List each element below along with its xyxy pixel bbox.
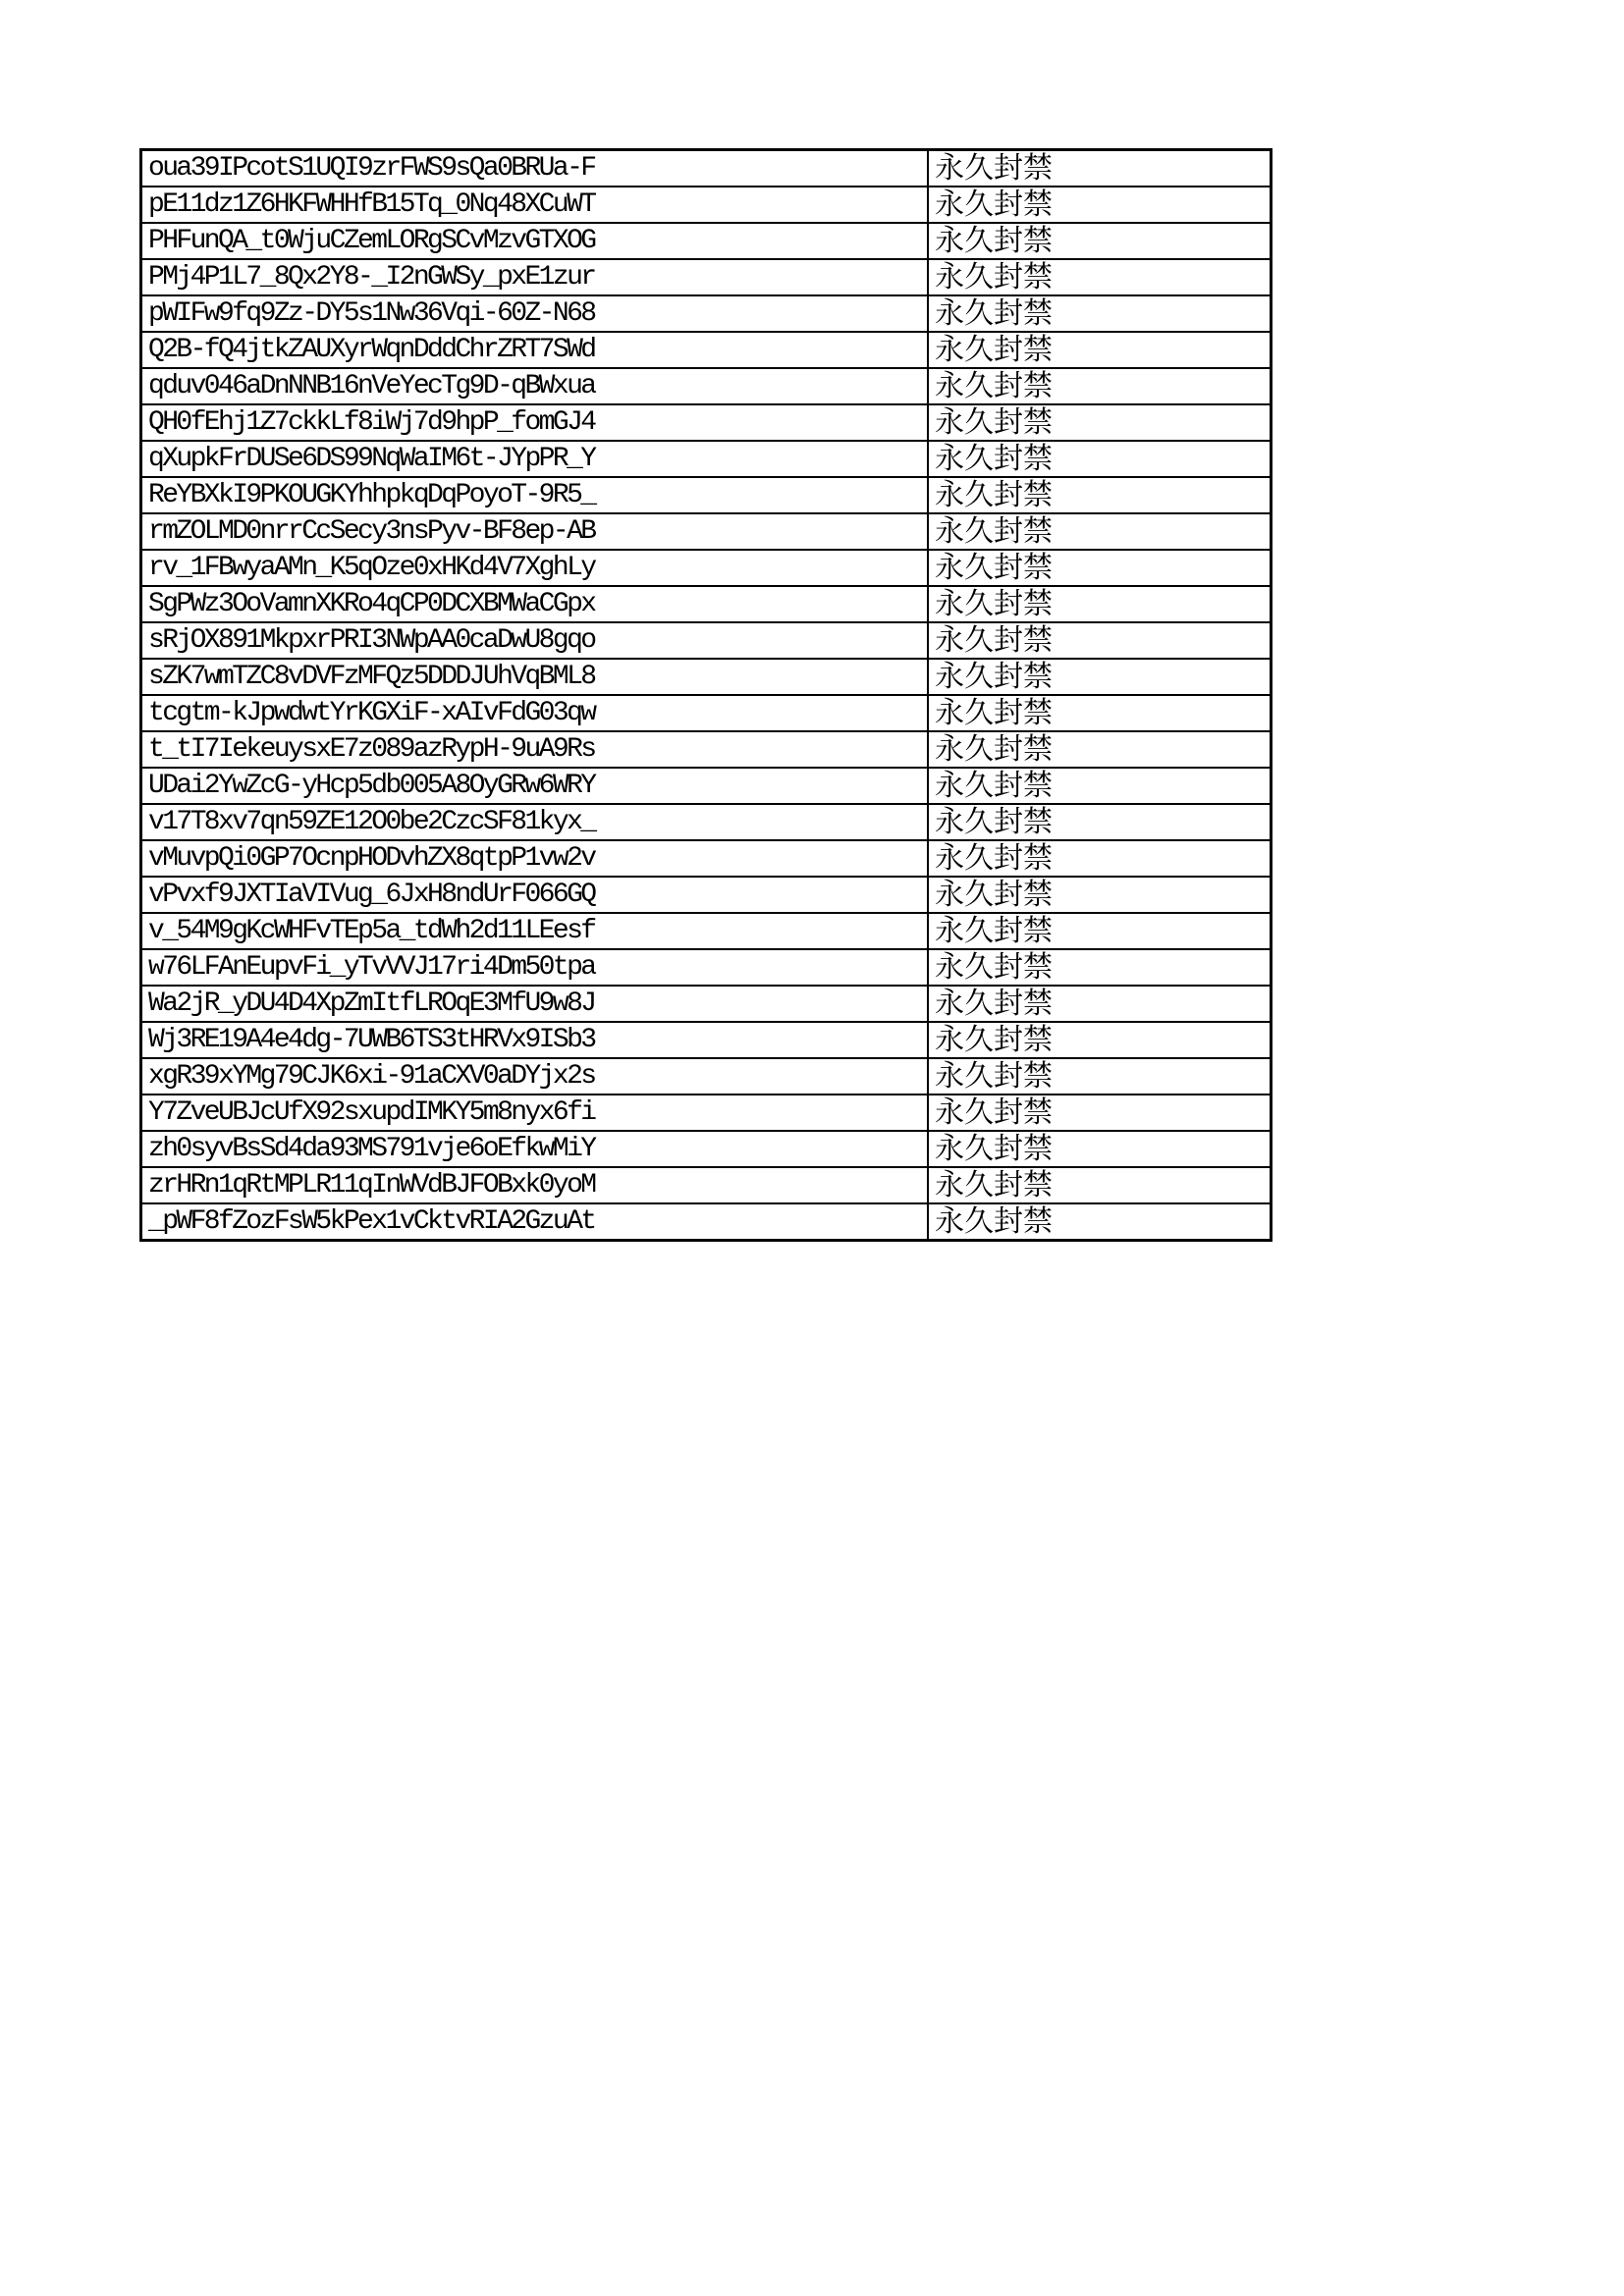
account-key-cell: pWIFw9fq9Zz-DY5s1Nw36Vqi-60Z-N68 — [141, 295, 929, 332]
table-row — [141, 986, 1272, 1022]
table-row — [141, 295, 1272, 332]
ban-status-cell: 永久封禁 — [928, 1095, 1272, 1131]
table-row — [141, 1167, 1272, 1203]
table-row — [141, 659, 1272, 695]
table-row — [141, 223, 1272, 259]
account-key-cell: Y7ZveUBJcUfX92sxupdIMKY5m8nyx6fi — [141, 1095, 929, 1131]
table-row — [141, 259, 1272, 295]
ban-status-cell: 永久封禁 — [928, 150, 1272, 187]
ban-status-cell: 永久封禁 — [928, 731, 1272, 768]
account-key-cell: PMj4P1L7_8Qx2Y8-_I2nGWSy_pxE1zur — [141, 259, 929, 295]
account-key-cell: oua39IPcotS1UQI9zrFWS9sQa0BRUa-F — [141, 150, 929, 187]
ban-status-cell: 永久封禁 — [928, 187, 1272, 223]
ban-status-cell: 永久封禁 — [928, 368, 1272, 404]
account-key-cell: Wa2jR_yDU4D4XpZmItfLROqE3MfU9w8J — [141, 986, 929, 1022]
account-key-cell: Wj3RE19A4e4dg-7UWB6TS3tHRVx9ISb3 — [141, 1022, 929, 1058]
ban-status-cell: 永久封禁 — [928, 768, 1272, 804]
ban-status-cell: 永久封禁 — [928, 332, 1272, 368]
account-key-cell: Q2B-fQ4jtkZAUXyrWqnDddChrZRT7SWd — [141, 332, 929, 368]
table-row — [141, 477, 1272, 513]
account-key-cell: vPvxf9JXTIaVIVug_6JxH8ndUrF066GQ — [141, 877, 929, 913]
table-row — [141, 404, 1272, 441]
ban-status-cell: 永久封禁 — [928, 622, 1272, 659]
ban-status-cell: 永久封禁 — [928, 259, 1272, 295]
ban-status-cell: 永久封禁 — [928, 295, 1272, 332]
ban-status-cell: 永久封禁 — [928, 223, 1272, 259]
account-key-cell: pE11dz1Z6HKFWHHfB15Tq_0Nq48XCuWT — [141, 187, 929, 223]
account-key-cell: ReYBXkI9PKOUGKYhhpkqDqPoyoT-9R5_ — [141, 477, 929, 513]
account-key-cell: qduv046aDnNNB16nVeYecTg9D-qBWxua — [141, 368, 929, 404]
table-row — [141, 1022, 1272, 1058]
account-key-cell: UDai2YwZcG-yHcp5db005A8OyGRw6WRY — [141, 768, 929, 804]
account-key-cell: sZK7wmTZC8vDVFzMFQz5DDDJUhVqBML8 — [141, 659, 929, 695]
table-row — [141, 731, 1272, 768]
account-key-cell: rmZOLMD0nrrCcSecy3nsPyv-BF8ep-AB — [141, 513, 929, 550]
ban-list-body — [141, 150, 1272, 1241]
account-key-cell: PHFunQA_t0WjuCZemLORgSCvMzvGTXOG — [141, 223, 929, 259]
ban-status-cell: 永久封禁 — [928, 659, 1272, 695]
ban-status-cell: 永久封禁 — [928, 441, 1272, 477]
ban-status-cell: 永久封禁 — [928, 949, 1272, 986]
ban-status-cell: 永久封禁 — [928, 840, 1272, 877]
ban-status-cell: 永久封禁 — [928, 586, 1272, 622]
ban-status-cell: 永久封禁 — [928, 550, 1272, 586]
table-row — [141, 695, 1272, 731]
ban-status-cell: 永久封禁 — [928, 913, 1272, 949]
ban-status-cell: 永久封禁 — [928, 1022, 1272, 1058]
account-key-cell: qXupkFrDUSe6DS99NqWaIM6t-JYpPR_Y — [141, 441, 929, 477]
ban-status-cell: 永久封禁 — [928, 404, 1272, 441]
ban-status-cell: 永久封禁 — [928, 477, 1272, 513]
account-key-cell: zh0syvBsSd4da93MS791vje6oEfkwMiY — [141, 1131, 929, 1167]
table-row — [141, 768, 1272, 804]
table-row — [141, 1131, 1272, 1167]
table-row — [141, 586, 1272, 622]
ban-status-cell: 永久封禁 — [928, 1058, 1272, 1095]
account-key-cell: w76LFAnEupvFi_yTvVVJ17ri4Dm50tpa — [141, 949, 929, 986]
account-key-cell: zrHRn1qRtMPLR11qInWVdBJFOBxk0yoM — [141, 1167, 929, 1203]
ban-status-cell: 永久封禁 — [928, 1203, 1272, 1241]
account-key-cell: t_tI7IekeuysxE7z089azRypH-9uA9Rs — [141, 731, 929, 768]
table-row — [141, 913, 1272, 949]
account-key-cell: sRjOX891MkpxrPRI3NWpAA0caDwU8gqo — [141, 622, 929, 659]
account-key-cell: _pWF8fZozFsW5kPex1vCktvRIA2GzuAt — [141, 1203, 929, 1241]
account-key-cell: v_54M9gKcWHFvTEp5a_tdWh2d11LEesf — [141, 913, 929, 949]
table-row — [141, 1058, 1272, 1095]
table-row — [141, 150, 1272, 187]
account-key-cell: vMuvpQi0GP7OcnpHODvhZX8qtpP1vw2v — [141, 840, 929, 877]
ban-status-cell: 永久封禁 — [928, 1131, 1272, 1167]
ban-status-cell: 永久封禁 — [928, 513, 1272, 550]
table-row — [141, 513, 1272, 550]
table-row — [141, 550, 1272, 586]
table-row — [141, 187, 1272, 223]
account-key-cell: tcgtm-kJpwdwtYrKGXiF-xAIvFdG03qw — [141, 695, 929, 731]
table-row — [141, 441, 1272, 477]
ban-status-cell: 永久封禁 — [928, 695, 1272, 731]
ban-list-table — [139, 148, 1272, 1242]
ban-status-cell: 永久封禁 — [928, 986, 1272, 1022]
account-key-cell: QH0fEhj1Z7ckkLf8iWj7d9hpP_fomGJ4 — [141, 404, 929, 441]
account-key-cell: rv_1FBwyaAMn_K5qOze0xHKd4V7XghLy — [141, 550, 929, 586]
account-key-cell: SgPWz3OoVamnXKRo4qCP0DCXBMWaCGpx — [141, 586, 929, 622]
table-row — [141, 804, 1272, 840]
table-row — [141, 368, 1272, 404]
table-row — [141, 1095, 1272, 1131]
ban-status-cell: 永久封禁 — [928, 804, 1272, 840]
table-row — [141, 840, 1272, 877]
account-key-cell: xgR39xYMg79CJK6xi-91aCXV0aDYjx2s — [141, 1058, 929, 1095]
table-row — [141, 877, 1272, 913]
account-key-cell: v17T8xv7qn59ZE12O0be2CzcSF81kyx_ — [141, 804, 929, 840]
table-row — [141, 1203, 1272, 1241]
table-row — [141, 332, 1272, 368]
ban-status-cell: 永久封禁 — [928, 1167, 1272, 1203]
table-row — [141, 949, 1272, 986]
ban-status-cell: 永久封禁 — [928, 877, 1272, 913]
table-row — [141, 622, 1272, 659]
